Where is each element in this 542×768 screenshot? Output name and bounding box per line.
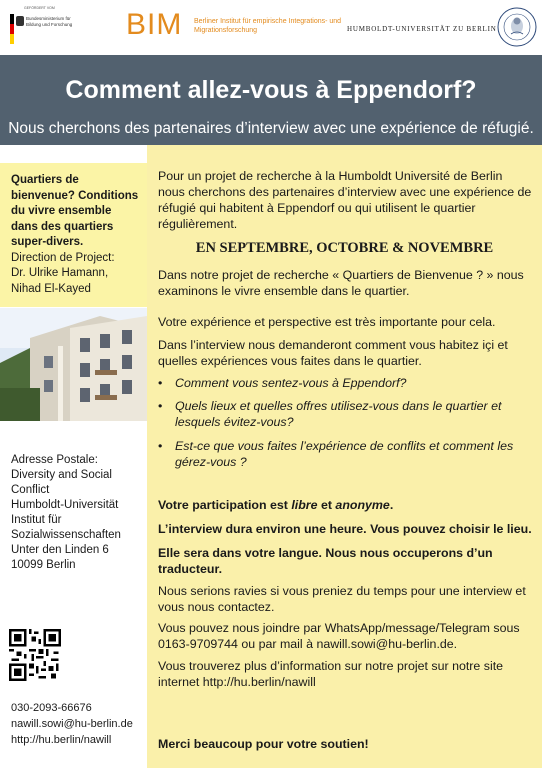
intro-paragraph: Pour un projet de recherche à la Humboldt Université de Berlin nous cherchons des partenaires d’interview avec une expérience de réfugié qui habitent à Eppendorf ou qui utilisent le quartier régulièrement. bbox=[158, 169, 532, 231]
building-photo bbox=[0, 308, 147, 421]
contact-invite: Nous serions ravies si vous preniez du temps pour une interview et vous nous contactez. bbox=[158, 584, 526, 614]
question-item: • Est-ce que vous faites l’expérience de conflits et comment les gérez-vous ? bbox=[158, 438, 532, 470]
german-flag-icon bbox=[10, 14, 14, 44]
contact-block bbox=[11, 700, 147, 748]
address-line: Humboldt-Universität bbox=[11, 499, 119, 511]
question-item: • Quels lieux et quelles offres utilisez-vous dans le quartier et lesquels évitez-vous? bbox=[158, 398, 532, 430]
participation-text: . bbox=[389, 498, 394, 512]
question-item: • Comment vous sentez-vous à Eppendorf? bbox=[158, 375, 532, 391]
address-label: Adresse Postale: bbox=[11, 454, 98, 466]
bmbf-name: Bundesministerium für Bildung und Forschung bbox=[26, 16, 73, 27]
thanks-note: Merci beaucoup pour votre soutien! bbox=[158, 737, 369, 751]
hu-name: HUMBOLDT-UNIVERSITÄT ZU BERLIN bbox=[347, 25, 497, 33]
qr-code-icon[interactable] bbox=[9, 629, 61, 681]
address-line: Unter den Linden 6 bbox=[11, 544, 109, 556]
research-paragraph: Dans notre projet de recherche « Quartiers de Bienvenue ? » nous examinons le vivre ensemble dans le quartier. bbox=[158, 268, 524, 298]
direction-label: Direction de Project: bbox=[11, 251, 115, 264]
participation-anonymous: anonyme bbox=[335, 498, 390, 512]
dates-heading: EN SEPTEMBRE, OCTOBRE & NOVEMBRE bbox=[195, 240, 494, 256]
bim-full-name: Berliner Institut für empirische Integrations- und Migrationsforschung bbox=[194, 18, 342, 34]
language-note: Elle sera dans votre langue. Nous nous occuperons d’un traducteur. bbox=[158, 546, 493, 576]
more-info: Vous trouverez plus d’information sur notre projet sur notre site internet http://hu.berlin/nawill bbox=[158, 659, 504, 689]
bim-logo bbox=[126, 8, 342, 42]
contact-channels: Vous pouvez nous joindre par WhatsApp/message/Telegram sous 0163-9709744 ou par mail à nawill.sowi@hu-berlin.de. bbox=[158, 621, 520, 651]
website-link[interactable]: http://hu.berlin/nawill bbox=[11, 734, 112, 746]
address-line: 10099 Berlin bbox=[11, 559, 76, 571]
email-link[interactable]: nawill.sowi@hu-berlin.de bbox=[11, 718, 133, 730]
page-title: Comment allez-vous à Eppendorf? bbox=[65, 76, 477, 104]
participation-text: Votre participation est bbox=[158, 498, 292, 512]
logo-bar bbox=[0, 0, 542, 55]
hu-seal-icon bbox=[496, 6, 538, 48]
project-info bbox=[0, 163, 147, 307]
bmbf-logo bbox=[10, 6, 80, 46]
page-subtitle: Nous cherchons des partenaires d’interview avec une expérience de réfugié. bbox=[8, 120, 534, 137]
project-title: Quartiers de bienvenue? Conditions du vivre ensemble dans des quartiers super-divers. bbox=[11, 174, 139, 248]
bim-wordmark: BIM bbox=[126, 8, 183, 41]
participation-note bbox=[158, 497, 532, 513]
interview-paragraph: Dans l’interview nous demanderont comment vous habitez içi et quelles expériences vous faites dans le quartier. bbox=[158, 338, 508, 368]
importance-paragraph: Votre expérience et perspective est très importante pour cela. bbox=[158, 315, 496, 329]
address-line: Diversity and Social Conflict bbox=[11, 469, 112, 496]
phone-number: 030-2093-66676 bbox=[11, 702, 92, 714]
duration-note: L’interview dura environ une heure. Vous pouvez choisir le lieu. bbox=[158, 522, 532, 536]
address-line: Institut für Sozialwissenschaften bbox=[11, 514, 121, 541]
participation-text: et bbox=[317, 498, 336, 512]
eagle-icon bbox=[16, 16, 24, 26]
bmbf-funded-label: GEFÖRDERT VOM bbox=[24, 6, 55, 10]
participation-free: libre bbox=[291, 498, 318, 512]
directors: Dr. Ulrike Hamann, Nihad El-Kayed bbox=[11, 267, 109, 295]
